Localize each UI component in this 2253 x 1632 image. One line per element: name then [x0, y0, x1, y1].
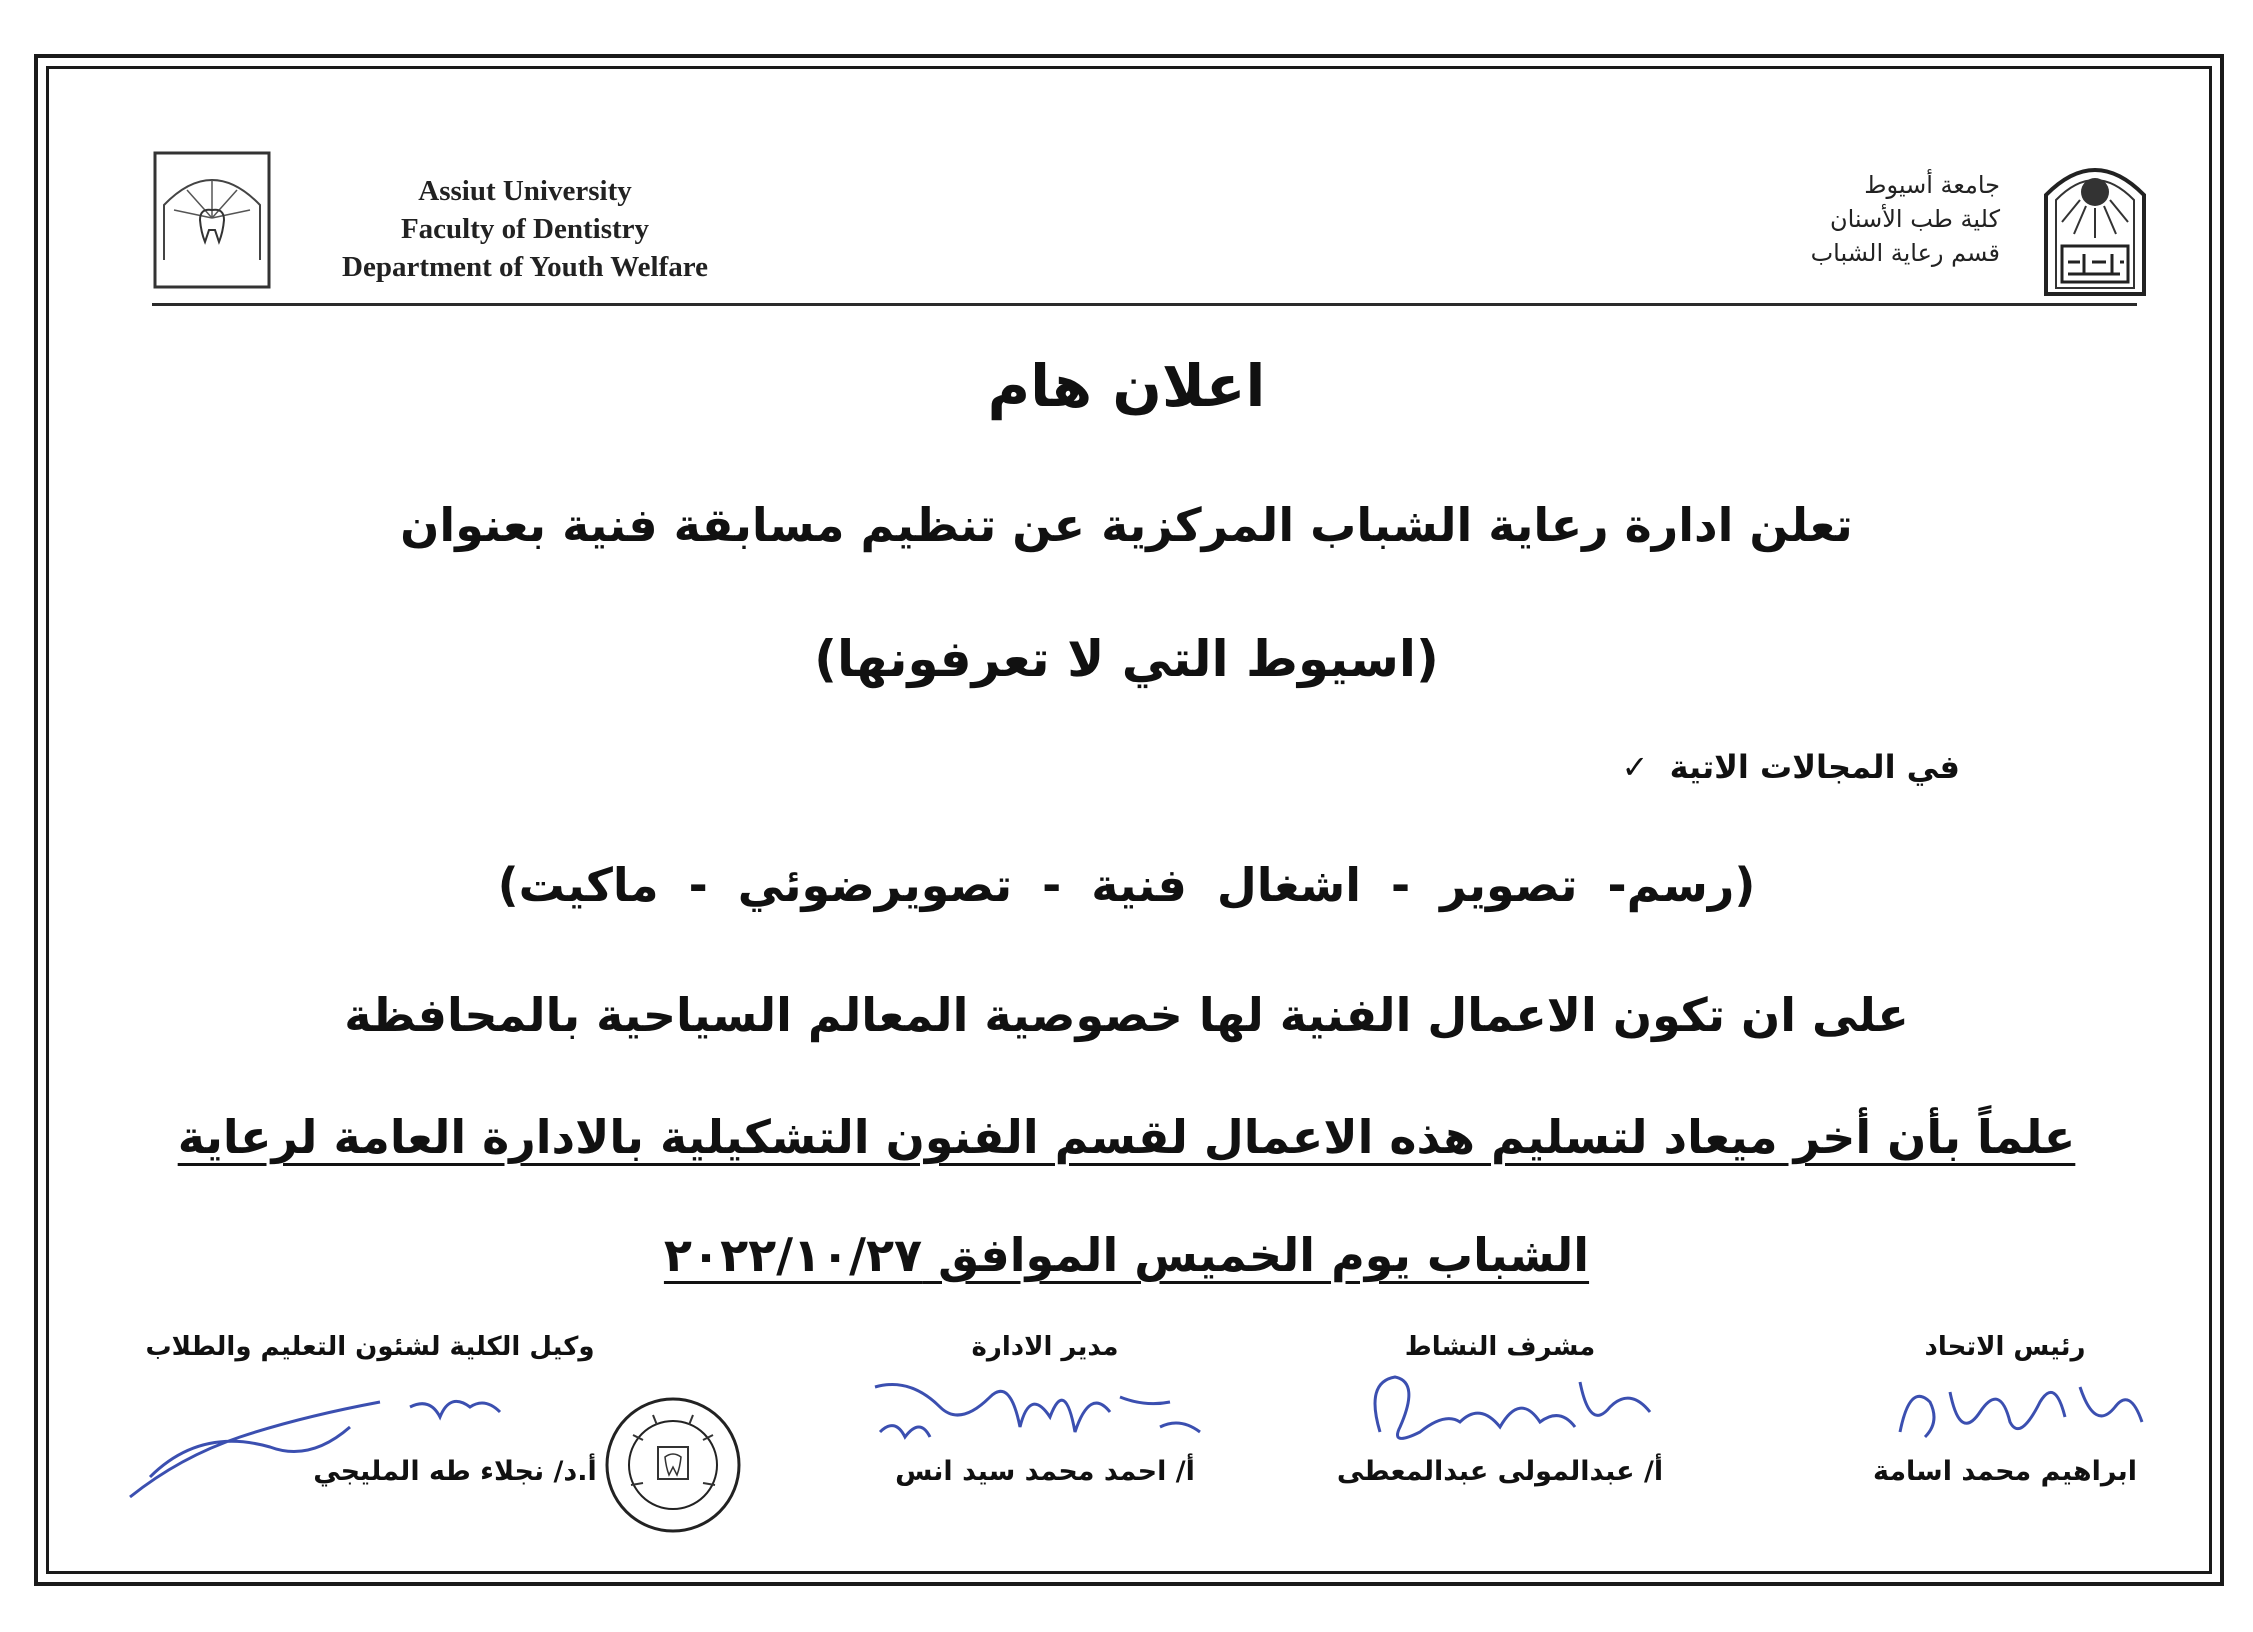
deadline-date-content: الشباب يوم الخميس الموافق ٢٠٢٢/١٠/٢٧	[663, 1228, 1590, 1282]
signature-block-union-president	[1840, 1332, 2170, 1502]
english-header-line: Assiut University	[418, 175, 632, 207]
signature-block-administration-director	[880, 1332, 1210, 1502]
signature-block-activity-supervisor	[1330, 1332, 1670, 1502]
checkmark-icon: ✓	[1621, 748, 1649, 786]
english-header	[290, 172, 760, 286]
announcement-title: اعلان هام	[987, 352, 1266, 420]
official-seal-stamp	[603, 1395, 743, 1535]
signature-block-vice-dean	[120, 1332, 620, 1502]
signature-name: أ/ عبدالمولى عبدالمعطى	[1336, 1456, 1664, 1487]
deadline-date	[0, 1228, 2253, 1282]
signature-role: رئيس الاتحاد	[1924, 1332, 2086, 1362]
arabic-header-line: جامعة أسيوط	[1864, 171, 2000, 199]
announcement-intro: تعلن ادارة رعاية الشباب المركزية عن تنظيم مسابقة فنية بعنوان	[400, 498, 1853, 552]
signature-role: وكيل الكلية لشئون التعليم والطلاب	[145, 1332, 595, 1362]
english-header-line: Department of Youth Welfare	[342, 251, 708, 283]
deadline-text-content: علماً بأن أخر ميعاد لتسليم هذه الاعمال لقسم الفنون التشكيلية بالادارة العامة لرعاية	[177, 1110, 2076, 1164]
faculty-of-dentistry-logo	[152, 150, 272, 290]
assiut-university-logo	[2040, 150, 2150, 298]
arabic-header-line: كلية طب الأسنان	[1829, 205, 2000, 233]
signature-name: أ/ احمد محمد سيد انس	[895, 1456, 1195, 1487]
signature-role: مشرف النشاط	[1404, 1332, 1596, 1362]
condition-text: على ان تكون الاعمال الفنية لها خصوصية المعالم السياحية بالمحافظة	[344, 988, 1909, 1042]
deadline-text	[0, 1110, 2253, 1164]
signature-name: أ.د/ نجلاء طه المليجي	[313, 1456, 597, 1487]
english-header-line: Faculty of Dentistry	[400, 213, 650, 245]
header-divider	[152, 303, 2137, 306]
fields-label-row	[1560, 748, 1960, 786]
fields-list: (رسم- تصوير - اشغال فنية - تصويرضوئي - ماكيت)	[497, 858, 1756, 912]
arabic-header	[1740, 168, 2000, 270]
handwritten-signature	[1350, 1352, 1660, 1462]
competition-name: (اسيوط التي لا تعرفونها)	[814, 630, 1439, 688]
signature-role: مدير الادارة	[971, 1332, 1119, 1362]
fields-label: في المجالات الاتية	[1669, 748, 1960, 786]
handwritten-signature	[870, 1357, 1230, 1467]
signature-name: ابراهيم محمد اسامة	[1872, 1456, 2138, 1487]
arabic-header-line: قسم رعاية الشباب	[1810, 239, 2000, 267]
handwritten-signature	[1880, 1362, 2160, 1462]
